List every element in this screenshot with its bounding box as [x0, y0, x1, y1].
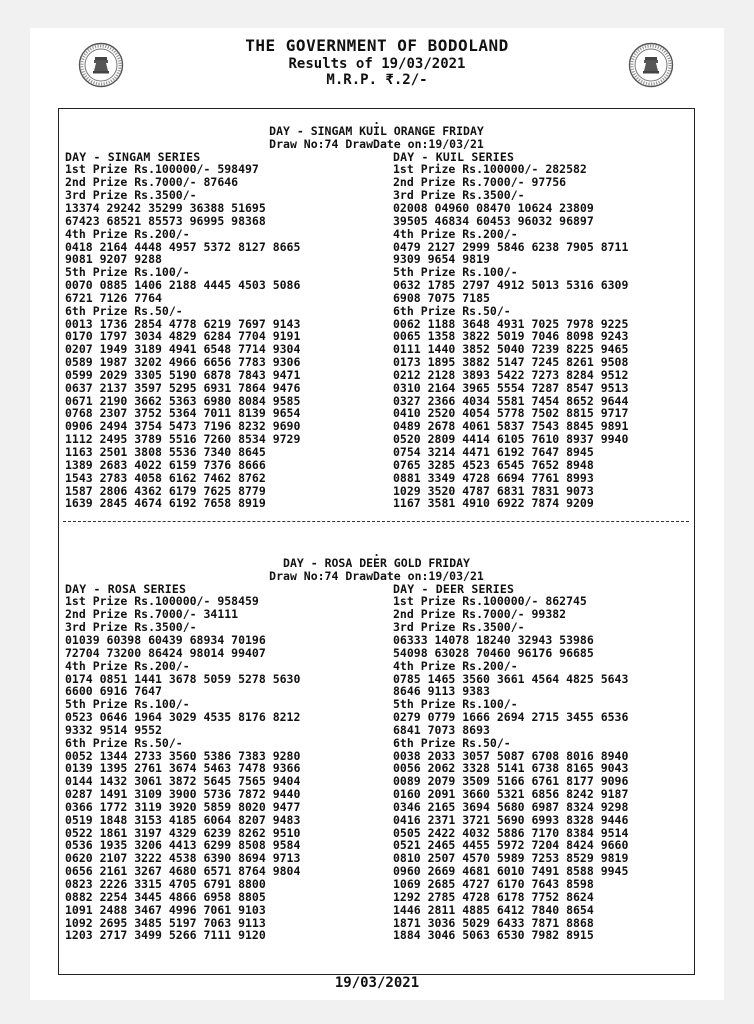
result-line: 0882 2254 3445 4866 6958 8805: [65, 889, 266, 904]
result-line: 5th Prize Rs.100/-: [65, 697, 190, 712]
result-line: 0279 0779 1666 2694 2715 3455 6536: [393, 710, 629, 725]
result-line: 1091 2488 3467 4996 7061 9103: [65, 902, 266, 917]
section-divider: [63, 521, 689, 522]
result-line: 4th Prize Rs.200/-: [393, 226, 518, 241]
result-line: 2nd Prize Rs.7000/- 97756: [393, 175, 567, 190]
result-line: 0070 0885 1406 2188 4445 4503 5086: [65, 278, 301, 293]
result-line: 0632 1785 2797 4912 5013 5316 6309: [393, 278, 629, 293]
result-line: 0960 2669 4681 6010 7491 8588 9945: [393, 864, 629, 879]
result-line: 1167 3581 4910 6922 7874 9209: [393, 496, 594, 511]
result-line: 4th Prize Rs.200/-: [393, 658, 518, 673]
result-line: 1203 2717 3499 5266 7111 9120: [65, 928, 266, 943]
result-line: 0810 2507 4570 5989 7253 8529 9819: [393, 851, 629, 866]
result-line: 1029 3520 4787 6831 7831 9073: [393, 483, 594, 498]
section-dot: .: [373, 546, 380, 559]
result-line: 0768 2307 3752 5364 7011 8139 9654: [65, 406, 301, 421]
result-line: 0038 2033 3057 5087 6708 8016 8940: [393, 748, 629, 763]
result-line: 0207 1949 3189 4941 6548 7714 9304: [65, 342, 301, 357]
result-line: 0310 2164 3965 5554 7287 8547 9513: [393, 380, 629, 395]
draw-number-date: Draw No:74 DrawDate on:19/03/21: [269, 568, 484, 583]
result-line: 0170 1797 3034 4829 6284 7704 9191: [65, 329, 301, 344]
draw-section: [59, 114, 694, 531]
result-line: 9081 9207 9288: [65, 252, 162, 267]
result-line: 5th Prize Rs.100/-: [393, 697, 518, 712]
result-line: 4th Prize Rs.200/-: [65, 226, 190, 241]
result-line: 0536 1935 3206 4413 6299 8508 9584: [65, 838, 301, 853]
result-line: 0287 1491 3109 3900 5736 7872 9440: [65, 787, 301, 802]
result-line: 0523 0646 1964 3029 4535 8176 8212: [65, 710, 301, 725]
page-title: THE GOVERNMENT OF BODOLAND: [245, 36, 509, 55]
result-line: 0346 2165 3694 5680 6987 8324 9298: [393, 799, 629, 814]
result-line: 0620 2107 3222 4538 6390 8694 9713: [65, 851, 301, 866]
result-line: 0599 2029 3305 5190 6878 7843 9471: [65, 367, 301, 382]
page-header: [30, 36, 724, 88]
result-line: 6841 7073 8693: [393, 722, 490, 737]
result-line: 0881 3349 4728 6694 7761 8993: [393, 470, 594, 485]
result-line: 9332 9514 9552: [65, 722, 162, 737]
result-line: 6th Prize Rs.50/-: [65, 735, 183, 750]
result-line: 0489 2678 4061 5837 7543 8845 9891: [393, 419, 629, 434]
result-line: 0173 1895 3882 5147 7245 8261 9508: [393, 355, 629, 370]
footer-date: 19/03/2021: [334, 975, 420, 991]
result-line: 06333 14078 18240 32943 53986: [393, 632, 594, 647]
result-line: 0366 1772 3119 3920 5859 8020 9477: [65, 799, 301, 814]
result-line: 1884 3046 5063 6530 7982 8915: [393, 928, 594, 943]
result-line: 0671 2190 3662 5363 6980 8084 9585: [65, 393, 301, 408]
series-column-right: [393, 151, 628, 511]
result-line: 3rd Prize Rs.3500/-: [65, 620, 197, 635]
section-dot: .: [373, 114, 380, 127]
draw-day-title: DAY - SINGAM KUIL ORANGE FRIDAY: [269, 124, 484, 138]
result-line: 6th Prize Rs.50/-: [393, 303, 511, 318]
series-column-left: [65, 583, 300, 943]
result-line: 1543 2783 4058 6162 7462 8762: [65, 470, 266, 485]
result-line: 13374 29242 35299 36388 51695: [65, 200, 266, 215]
result-line: 0656 2161 3267 4680 6571 8764 9804: [65, 864, 301, 879]
result-line: 6th Prize Rs.50/-: [393, 735, 511, 750]
result-line: 0111 1440 3852 5040 7239 8225 9465: [393, 342, 629, 357]
draw-section: [59, 546, 694, 963]
result-line: 0062 1188 3648 4931 7025 7978 9225: [393, 316, 629, 331]
result-line: 0416 2371 3721 5690 6993 8328 9446: [393, 812, 629, 827]
result-line: 1292 2785 4728 6178 7752 8624: [393, 889, 594, 904]
result-line: 1st Prize Rs.100000/- 598497: [65, 162, 259, 177]
series-column-left: [65, 151, 300, 511]
result-line: 0052 1344 2733 3560 5386 7383 9280: [65, 748, 301, 763]
series-heading: DAY - ROSA SERIES: [65, 581, 187, 596]
result-line: 1069 2685 4727 6170 7643 8598: [393, 877, 594, 891]
result-line: 0785 1465 3560 3661 4564 4825 5643: [393, 671, 629, 686]
draw-day-title: DAY - ROSA DEER GOLD FRIDAY: [283, 556, 470, 570]
result-line: 0065 1358 3822 5019 7046 8098 9243: [393, 329, 629, 344]
result-line: 0013 1736 2854 4778 6219 7697 9143: [65, 316, 301, 331]
results-date: Results of 19/03/2021: [288, 56, 466, 72]
result-line: 1871 3036 5029 6433 7871 8868: [393, 915, 594, 930]
result-line: 1st Prize Rs.100000/- 282582: [393, 162, 587, 177]
result-line: 0754 3214 4471 6192 7647 8945: [393, 445, 594, 459]
result-line: 8646 9113 9383: [393, 684, 490, 699]
result-line: 0418 2164 4448 4957 5372 8127 8665: [65, 239, 301, 254]
result-line: 01039 60398 60439 68934 70196: [65, 632, 266, 647]
result-line: 0522 1861 3197 4329 6239 8262 9510: [65, 825, 301, 840]
result-line: 0056 2062 3328 5141 6738 8165 9043: [393, 761, 629, 776]
result-line: 3rd Prize Rs.3500/-: [393, 188, 525, 203]
result-line: 0520 2809 4414 6105 7610 8937 9940: [393, 432, 629, 447]
result-line: 0765 3285 4523 6545 7652 8948: [393, 457, 594, 472]
result-line: 5th Prize Rs.100/-: [393, 265, 518, 280]
result-line: 6721 7126 7764: [65, 290, 162, 305]
draw-number-date: Draw No:74 DrawDate on:19/03/21: [269, 136, 484, 151]
result-line: 6908 7075 7185: [393, 290, 490, 305]
result-line: 1639 2845 4674 6192 7658 8919: [65, 496, 266, 511]
result-line: 2nd Prize Rs.7000/- 34111: [65, 607, 239, 622]
result-line: 0174 0851 1441 3678 5059 5278 5630: [65, 671, 301, 686]
result-line: 1587 2806 4362 6179 7625 8779: [65, 483, 266, 498]
series-column-right: [393, 583, 628, 943]
result-line: 0139 1395 2761 3674 5463 7478 9366: [65, 761, 301, 776]
result-line: 1st Prize Rs.100000/- 958459: [65, 594, 259, 609]
series-heading: DAY - DEER SERIES: [393, 581, 515, 596]
result-line: 0589 1987 3202 4966 6656 7783 9306: [65, 355, 301, 370]
result-line: 54098 63028 70460 96176 96685: [393, 645, 594, 660]
results-frame: [58, 108, 695, 975]
result-line: 67423 68521 85573 96995 98368: [65, 213, 266, 228]
result-line: 4th Prize Rs.200/-: [65, 658, 190, 673]
mrp-price: M.R.P. ₹.2/-: [326, 72, 428, 88]
result-line: 0479 2127 2999 5846 6238 7905 8711: [393, 239, 629, 254]
result-line: 2nd Prize Rs.7000/- 99382: [393, 607, 567, 622]
result-line: 3rd Prize Rs.3500/-: [393, 620, 525, 635]
result-line: 0521 2465 4455 5972 7204 8424 9660: [393, 838, 629, 853]
result-line: 1389 2683 4022 6159 7376 8666: [65, 457, 266, 472]
result-line: 0212 2128 3893 5422 7273 8284 9512: [393, 367, 629, 382]
result-line: 0327 2366 4034 5581 7454 8652 9644: [393, 393, 629, 408]
result-line: 0160 2091 3660 5321 6856 8242 9187: [393, 787, 629, 802]
result-line: 9309 9654 9819: [393, 252, 490, 267]
result-line: 0906 2494 3754 5473 7196 8232 9690: [65, 419, 301, 434]
result-line: 1446 2811 4885 6412 7840 8654: [393, 902, 594, 917]
result-line: 1112 2495 3789 5516 7260 8534 9729: [65, 432, 301, 447]
result-line: 02008 04960 08470 10624 23809: [393, 200, 594, 215]
result-line: 72704 73200 86424 98014 99407: [65, 645, 266, 660]
result-line: 0505 2422 4032 5886 7170 8384 9514: [393, 825, 629, 840]
result-line: 0823 2226 3315 4705 6791 8800: [65, 877, 266, 891]
result-line: 3rd Prize Rs.3500/-: [65, 188, 197, 203]
result-line: 0144 1432 3061 3872 5645 7565 9404: [65, 774, 301, 789]
result-line: 0410 2520 4054 5778 7502 8815 9717: [393, 406, 629, 421]
result-line: 5th Prize Rs.100/-: [65, 265, 190, 280]
result-sheet: [30, 28, 724, 1000]
result-line: 1163 2501 3808 5536 7340 8645: [65, 445, 266, 459]
result-line: 1st Prize Rs.100000/- 862745: [393, 594, 587, 609]
result-line: 6th Prize Rs.50/-: [65, 303, 183, 318]
result-line: 1092 2695 3485 5197 7063 9113: [65, 915, 266, 930]
result-line: 0089 2079 3509 5166 6761 8177 9096: [393, 774, 629, 789]
result-line: 2nd Prize Rs.7000/- 87646: [65, 175, 239, 190]
series-heading: DAY - SINGAM SERIES: [65, 149, 201, 164]
result-line: 0637 2137 3597 5295 6931 7864 9476: [65, 380, 301, 395]
result-line: 39505 46834 60453 96032 96897: [393, 213, 594, 228]
series-heading: DAY - KUIL SERIES: [393, 149, 515, 164]
result-line: 0519 1848 3153 4185 6064 8207 9483: [65, 812, 301, 827]
result-line: 6600 6916 7647: [65, 684, 162, 699]
